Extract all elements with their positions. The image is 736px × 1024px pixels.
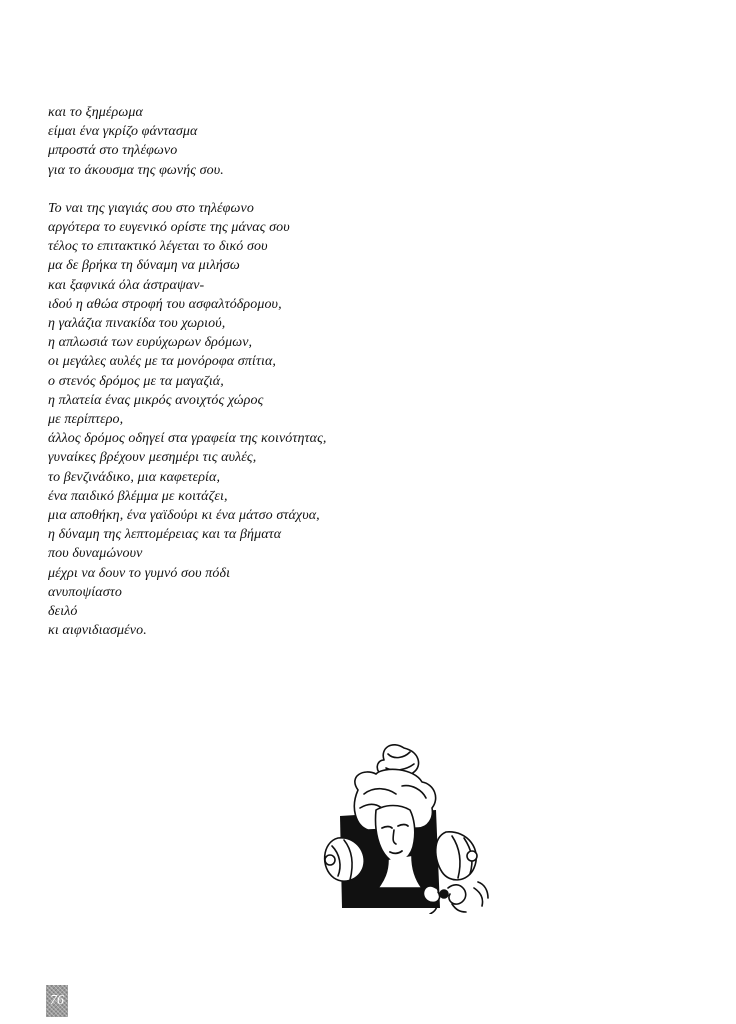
poem-line: μέχρι να δουν το γυμνό σου πόδι bbox=[48, 565, 231, 581]
poem-text bbox=[48, 103, 508, 640]
poem-line: άλλος δρόμος οδηγεί στα γραφεία της κοινότητας, bbox=[48, 431, 327, 447]
poem-stanza-1 bbox=[48, 103, 508, 180]
poem-line: ένα παιδικό βλέμμα με κοιτάζει, bbox=[48, 488, 228, 504]
poem-line: με περίπτερο, bbox=[48, 412, 124, 428]
poem-line: και το ξημέρωμα bbox=[48, 105, 143, 120]
poem-stanza-2 bbox=[48, 199, 508, 641]
poem-line: μια αποθήκη, ένα γαϊδούρι κι ένα μάτσο στάχυα, bbox=[48, 508, 320, 524]
art-nouveau-woman-portrait-icon bbox=[318, 738, 490, 914]
poem-line: η απλωσιά των ευρύχωρων δρόμων, bbox=[48, 335, 253, 351]
page-number: 76 bbox=[46, 985, 68, 1017]
poem-line: τέλος το επιτακτικό λέγεται το δικό σου bbox=[48, 239, 268, 255]
poem-line: οι μεγάλες αυλές με τα μονόροφα σπίτια, bbox=[48, 354, 277, 370]
poem-line: ο στενός δρόμος με τα μαγαζιά, bbox=[48, 373, 224, 389]
poem-line: μα δε βρήκα τη δύναμη να μιλήσω bbox=[48, 258, 240, 274]
poem-line: μπροστά στο τηλέφωνο bbox=[48, 143, 178, 159]
poem-line: η γαλάζια πινακίδα του χωριού, bbox=[48, 316, 226, 332]
poem-line: κι αιφνιδιασμένο. bbox=[48, 623, 147, 639]
poem-line: ανυποψίαστο bbox=[48, 584, 122, 600]
poem-line: Το ναι της γιαγιάς σου στο τηλέφωνο bbox=[48, 200, 254, 216]
poem-line: η πλατεία ένας μικρός ανοιχτός χώρος bbox=[48, 392, 264, 408]
poem-line: και ξαφνικά όλα άστραψαν- bbox=[48, 277, 205, 293]
poem-line: ιδού η αθώα στροφή του ασφαλτόδρομου, bbox=[48, 296, 282, 312]
poem-line: δειλό bbox=[48, 604, 78, 620]
poem-line: η δύναμη της λεπτομέρειας και τα βήματα bbox=[48, 527, 282, 543]
poem-line: για το άκουσμα της φωνής σου. bbox=[48, 162, 224, 178]
poem-line: γυναίκες βρέχουν μεσημέρι τις αυλές, bbox=[48, 450, 257, 466]
poem-line: που δυναμώνουν bbox=[48, 546, 143, 562]
poem-line: το βενζινάδικο, μια καφετερία, bbox=[48, 469, 221, 485]
poem-line: είμαι ένα γκρίζο φάντασμα bbox=[48, 124, 198, 140]
poem-line: αργότερα το ευγενικό ορίστε της μάνας σου bbox=[48, 220, 290, 236]
